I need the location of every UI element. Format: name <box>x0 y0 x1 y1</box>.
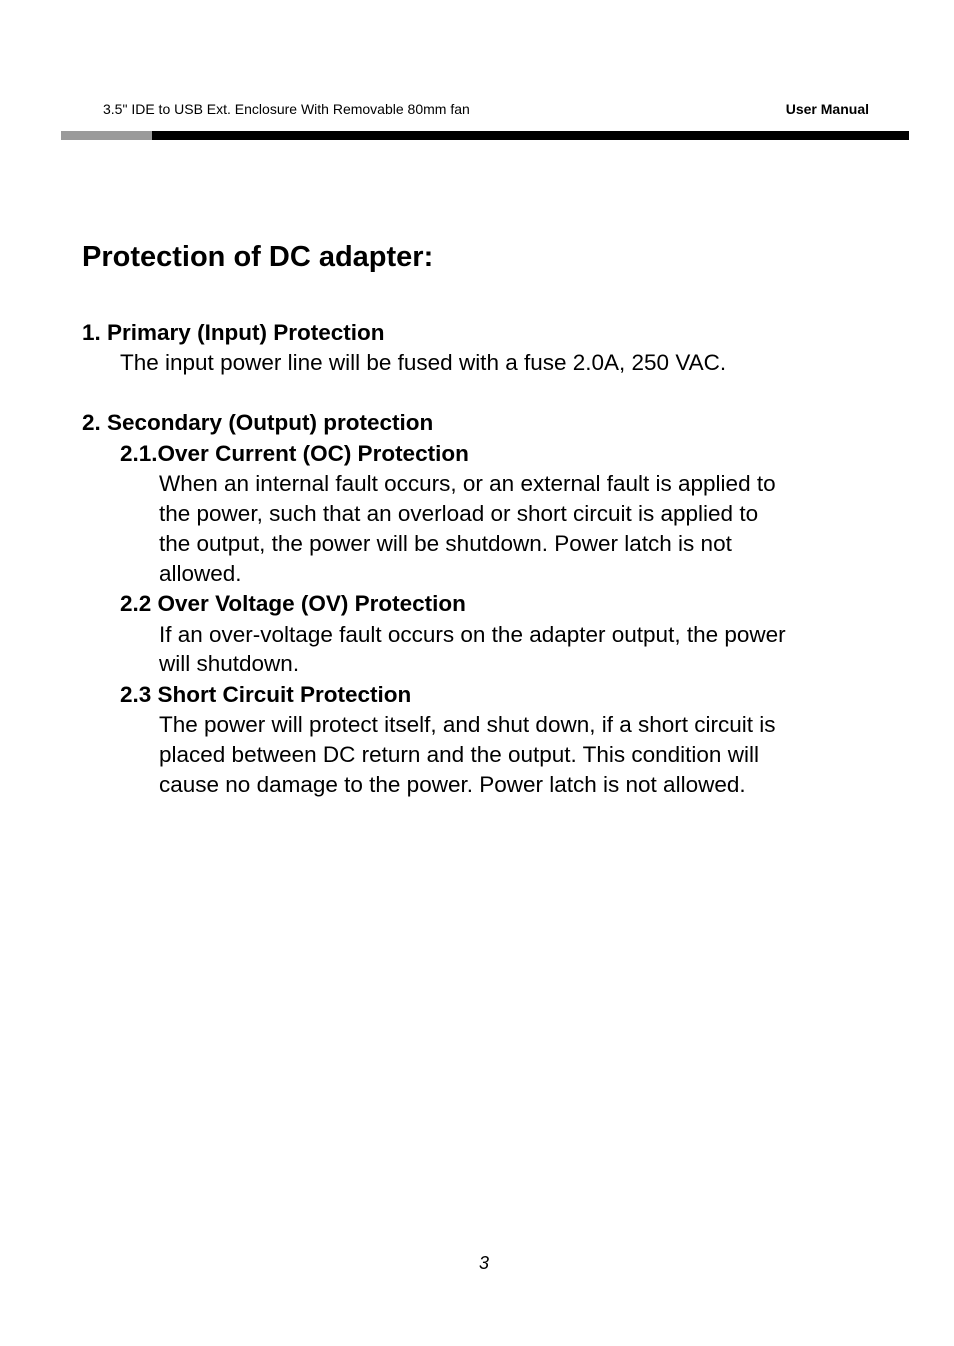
short-circuit-body-line: The power will protect itself, and shut down, if a short circuit is <box>159 712 776 737</box>
secondary-protection-heading: 2. Secondary (Output) protection <box>82 410 434 435</box>
page-title: Protection of DC adapter: <box>82 241 434 273</box>
short-circuit-body-line: cause no damage to the power. Power latch is not allowed. <box>159 772 746 797</box>
over-current-heading: 2.1.Over Current (OC) Protection <box>120 441 469 466</box>
header-rule <box>61 131 909 140</box>
primary-protection-heading: 1. Primary (Input) Protection <box>82 320 385 345</box>
page-number: 3 <box>478 1253 489 1273</box>
over-current-body-line: allowed. <box>159 561 242 586</box>
header-rule-black-segment <box>152 131 909 140</box>
primary-protection-body: The input power line will be fused with a fuse 2.0A, 250 VAC. <box>120 350 727 375</box>
over-voltage-heading: 2.2 Over Voltage (OV) Protection <box>120 591 466 616</box>
over-current-body-line: When an internal fault occurs, or an external fault is applied to <box>159 471 776 496</box>
over-voltage-body-line: If an over-voltage fault occurs on the adapter output, the power <box>159 622 786 647</box>
short-circuit-heading: 2.3 Short Circuit Protection <box>120 682 412 707</box>
header-product-title: 3.5" IDE to USB Ext. Enclosure With Removable 80mm fan <box>103 101 470 117</box>
header-rule-gray-segment <box>61 131 152 140</box>
over-current-body-line: the power, such that an overload or short circuit is applied to <box>159 501 759 526</box>
short-circuit-body-line: placed between DC return and the output. This condition will <box>159 742 759 767</box>
header-doc-type: User Manual <box>785 101 869 117</box>
over-voltage-body-line: will shutdown. <box>159 651 300 676</box>
over-current-body-line: the output, the power will be shutdown. Power latch is not <box>159 531 732 556</box>
